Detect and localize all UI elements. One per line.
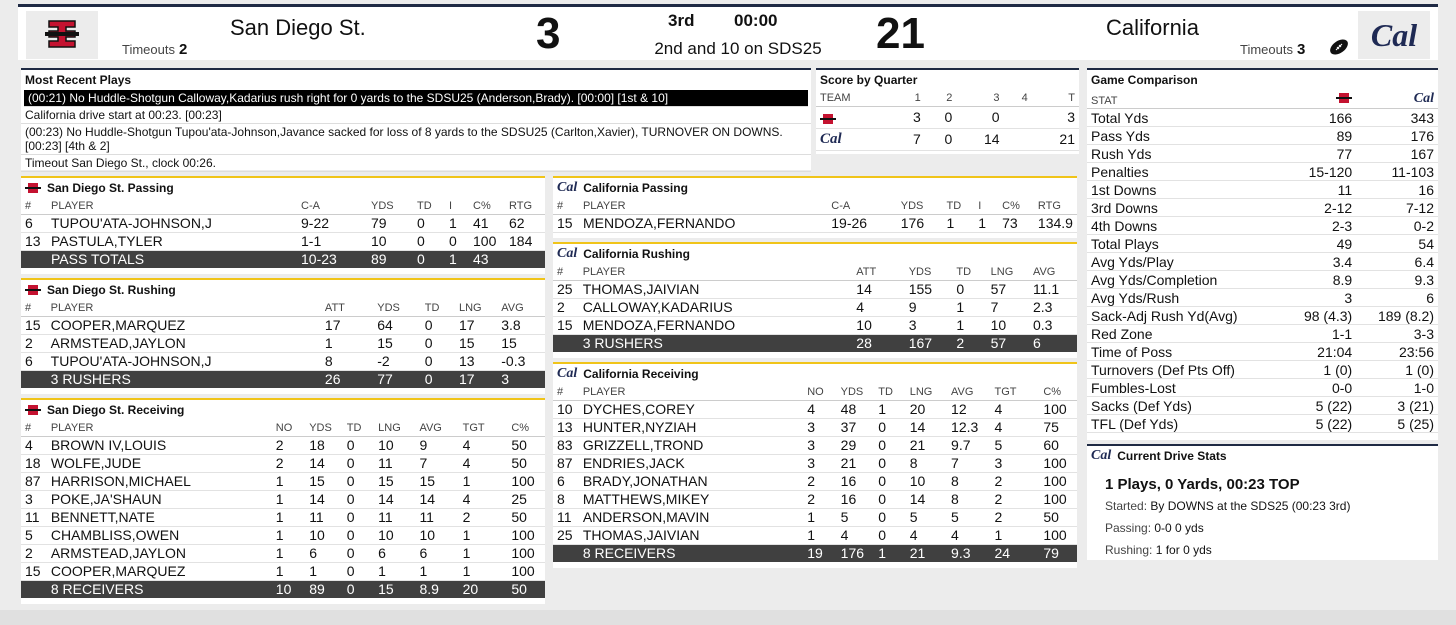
comparison-row: Time of Poss 21:04 23:56 xyxy=(1087,343,1438,361)
column-header: ATT xyxy=(852,264,904,280)
table-row: 83 GRIZZELL,TROND 3 29 0 21 9.7 5 60 xyxy=(553,436,1077,454)
table-row: 6 BRADY,JONATHAN 2 16 0 10 8 2 100 xyxy=(553,472,1077,490)
totals-row: 3 RUSHERS 28 167 2 57 6 xyxy=(553,334,1077,352)
score-by-quarter-title: Score by Quarter xyxy=(820,73,918,87)
sdsu-logo-icon xyxy=(25,182,41,194)
column-header: TD xyxy=(874,384,905,400)
table-row: 2 ARMSTEAD,JAYLON 1 6 0 6 6 1 100 xyxy=(21,544,545,562)
column-header: AVG xyxy=(415,420,458,436)
column-header: PLAYER xyxy=(47,300,321,316)
column-header: C% xyxy=(1039,384,1077,400)
home-timeouts: Timeouts 3 xyxy=(1240,41,1306,58)
column-header: AVG xyxy=(947,384,990,400)
play-item[interactable]: (00:21) No Huddle-Shotgun Calloway,Kadarius rush right for 0 yards to the SDSU25 (Anderson,Brady). [00:00] [1st & 10] xyxy=(24,90,808,107)
away-timeouts: Timeouts 2 xyxy=(122,41,188,58)
column-header: AVG xyxy=(497,300,545,316)
current-drive-title: Current Drive Stats xyxy=(1117,449,1227,463)
comparison-row: Rush Yds 77 167 xyxy=(1087,145,1438,163)
column-header: PLAYER xyxy=(47,198,297,214)
scoreboard xyxy=(18,4,1438,60)
quarter: 3rd xyxy=(668,11,695,30)
table-row: 13 HUNTER,NYZIAH 3 37 0 14 12.3 4 75 xyxy=(553,418,1077,436)
possession-football-icon xyxy=(1328,37,1350,62)
column-header: YDS xyxy=(373,300,420,316)
table-row: 2 CALLOWAY,KADARIUS 4 9 1 7 2.3 xyxy=(553,298,1077,316)
score-by-quarter-panel xyxy=(816,68,1079,154)
cal-logo-icon: Cal xyxy=(557,366,578,381)
table-row: 13 PASTULA,TYLER 1-1 10 0 0 100 184 xyxy=(21,232,545,250)
table-row: 6 TUPOU'ATA-JOHNSON,J 9-22 79 0 1 41 62 xyxy=(21,214,545,232)
table-row: 25 THOMAS,JAIVIAN 1 4 0 4 4 1 100 xyxy=(553,526,1077,544)
column-header: AVG xyxy=(1029,264,1077,280)
column-header: # xyxy=(553,264,579,280)
column-header: TGT xyxy=(459,420,508,436)
play-item[interactable]: California drive start at 00:23. [00:23] xyxy=(21,107,811,124)
sdsu-logo-icon xyxy=(820,112,836,124)
home-team-name: California xyxy=(1106,15,1199,40)
column-header: YDS xyxy=(367,198,413,214)
table-row: 15 COOPER,MARQUEZ 17 64 0 17 3.8 xyxy=(21,316,545,334)
comparison-row: Total Yds 166 343 xyxy=(1087,109,1438,127)
column-header: I xyxy=(445,198,469,214)
table-row: 4 BROWN IV,LOUIS 2 18 0 10 9 4 50 xyxy=(21,436,545,454)
comparison-row: Avg Yds/Completion 8.9 9.3 xyxy=(1087,271,1438,289)
stats-table xyxy=(21,198,545,268)
table-row: 10 DYCHES,COREY 4 48 1 20 12 4 100 xyxy=(553,400,1077,418)
cal-logo-icon: Cal xyxy=(557,246,578,261)
column-header: YDS xyxy=(897,198,943,214)
comparison-row: Turnovers (Def Pts Off) 1 (0) 1 (0) xyxy=(1087,361,1438,379)
column-header: TD xyxy=(942,198,974,214)
comparison-row: Avg Yds/Rush 3 6 xyxy=(1087,289,1438,307)
column-header: PLAYER xyxy=(579,198,827,214)
panel-title: San Diego St. Passing xyxy=(47,181,174,195)
column-header: TD xyxy=(421,300,455,316)
column-header: PLAYER xyxy=(579,384,803,400)
table-row: 15 MENDOZA,FERNANDO 19-26 176 1 1 73 134.9 xyxy=(553,214,1077,232)
game-comparison-title: Game Comparison xyxy=(1091,73,1198,87)
down-and-distance: 2nd and 10 on SDS25 xyxy=(654,39,822,58)
comparison-row: 3rd Downs 2-12 7-12 xyxy=(1087,199,1438,217)
cal-logo-icon: Cal xyxy=(820,131,842,147)
drive-started: Started: By DOWNS at the SDS25 (00:23 3rd) xyxy=(1105,499,1351,513)
stats-table xyxy=(553,384,1077,562)
column-header: C% xyxy=(469,198,505,214)
column-header: PLAYER xyxy=(579,264,853,280)
away-score: 3 xyxy=(536,9,561,58)
comparison-row: Fumbles-Lost 0-0 1-0 xyxy=(1087,379,1438,397)
column-header: # xyxy=(553,198,579,214)
totals-row: 8 RECEIVERS 10 89 0 15 8.9 20 50 xyxy=(21,580,545,598)
column-header: TD xyxy=(413,198,445,214)
play-item[interactable]: Timeout San Diego St., clock 00:26. xyxy=(21,155,811,172)
sdsu-receiving-panel xyxy=(21,398,545,604)
totals-row: 3 RUSHERS 26 77 0 17 3 xyxy=(21,370,545,388)
recent-plays-title: Most Recent Plays xyxy=(25,73,132,87)
drive-summary: 1 Plays, 0 Yards, 00:23 TOP xyxy=(1105,476,1300,493)
stats-table xyxy=(553,264,1077,352)
column-header: # xyxy=(21,420,47,436)
comparison-row: 1st Downs 11 16 xyxy=(1087,181,1438,199)
sdsu-rushing-panel xyxy=(21,278,545,394)
panel-title: California Rushing xyxy=(583,247,690,261)
comparison-row: Avg Yds/Play 3.4 6.4 xyxy=(1087,253,1438,271)
comparison-row: Penalties 15-120 11-103 xyxy=(1087,163,1438,181)
column-header: C-A xyxy=(827,198,897,214)
column-header: # xyxy=(21,198,47,214)
column-header: LNG xyxy=(906,384,947,400)
column-header: NO xyxy=(803,384,836,400)
column-header: I xyxy=(974,198,998,214)
table-row: 8 MATTHEWS,MIKEY 2 16 0 14 8 2 100 xyxy=(553,490,1077,508)
column-header: PLAYER xyxy=(47,420,272,436)
drive-rushing: Rushing: 1 for 0 yds xyxy=(1105,543,1212,557)
column-header: RTG xyxy=(1034,198,1077,214)
table-row: 25 THOMAS,JAIVIAN 14 155 0 57 11.1 xyxy=(553,280,1077,298)
table-row: 87 HARRISON,MICHAEL 1 15 0 15 15 1 100 xyxy=(21,472,545,490)
recent-plays-panel xyxy=(21,68,811,170)
column-header: ATT xyxy=(321,300,373,316)
column-header: LNG xyxy=(987,264,1029,280)
table-row: 15 COOPER,MARQUEZ 1 1 0 1 1 1 100 xyxy=(21,562,545,580)
column-header: # xyxy=(553,384,579,400)
cal-logo-icon: Cal xyxy=(557,180,578,195)
table-row: 6 TUPOU'ATA-JOHNSON,J 8 -2 0 13 -0.3 xyxy=(21,352,545,370)
cal-logo-icon: Cal xyxy=(1358,11,1430,59)
totals-row: PASS TOTALS 10-23 89 0 1 43 xyxy=(21,250,545,268)
column-header: C-A xyxy=(297,198,367,214)
comparison-row: 4th Downs 2-3 0-2 xyxy=(1087,217,1438,235)
column-header: # xyxy=(21,300,47,316)
column-header: LNG xyxy=(374,420,415,436)
column-header: RTG xyxy=(505,198,545,214)
column-header: LNG xyxy=(455,300,497,316)
table-row: 15 MENDOZA,FERNANDO 10 3 1 10 0.3 xyxy=(553,316,1077,334)
cal-logo-icon: Cal xyxy=(1091,448,1112,463)
table-row: 11 ANDERSON,MAVIN 1 5 0 5 5 2 50 xyxy=(553,508,1077,526)
cal-receiving-panel xyxy=(553,362,1077,568)
column-header: TGT xyxy=(991,384,1040,400)
cal-passing-panel xyxy=(553,176,1077,238)
panel-title: California Receiving xyxy=(583,367,699,381)
table-row: 11 BENNETT,NATE 1 11 0 11 11 2 50 xyxy=(21,508,545,526)
column-header: TD xyxy=(952,264,986,280)
stats-table xyxy=(21,420,545,598)
column-header: C% xyxy=(998,198,1034,214)
panel-title: San Diego St. Rushing xyxy=(47,283,176,297)
sdsu-logo-icon xyxy=(25,404,41,416)
home-score: 21 xyxy=(876,9,925,58)
comparison-row: TFL (Def Yds) 5 (22) 5 (25) xyxy=(1087,415,1438,433)
game-comparison-panel xyxy=(1087,68,1438,440)
comparison-row: Pass Yds 89 176 xyxy=(1087,127,1438,145)
game-comparison-table: STAT Cal Total Yds 166 343 Pass Yds 89 176 Rush Yds 77 167 Penalties 15-120 11-103 1st Downs 11 16 3rd Downs 2-12 7-12 4th Downs 2-3 0-2 Total Plays 49 54 Avg Yds/Play 3.4 6.4 Avg Yds/Completion 8.9 9.3 Avg Yds/Rush 3 6 Sack-Adj Rush Yd(Avg) 98 (4.3) 189 (8.2) Red Zone 1-1 3-3 Time of Poss 21:04 23:56 Turnovers (Def Pts Off) 1 (0) 1 (0) Fumbles-Lost 0-0 1-0 Sacks (Def Yds) 5 (22) 3 (21) TFL (Def Yds) 5 (22) 5 (25) xyxy=(1087,90,1438,433)
sdsu-logo-icon xyxy=(26,11,98,59)
table-row: 2 ARMSTEAD,JAYLON 1 15 0 15 15 xyxy=(21,334,545,352)
sdsu-passing-panel xyxy=(21,176,545,274)
column-header: YDS xyxy=(305,420,343,436)
table-row: 3 0 0 3 xyxy=(816,106,1079,128)
cal-logo-icon: Cal xyxy=(1413,91,1434,106)
play-item[interactable]: (00:23) No Huddle-Shotgun Tupou'ata-Johnson,Javance sacked for loss of 8 yards to the SDSU25 (Carlton,Xavier), TURNOVER ON DOWNS. [00:23] [4th & 2] xyxy=(21,124,811,155)
stats-table xyxy=(553,198,1077,233)
column-header: YDS xyxy=(905,264,953,280)
table-row: 87 ENDRIES,JACK 3 21 0 8 7 3 100 xyxy=(553,454,1077,472)
sdsu-logo-icon xyxy=(25,284,41,296)
table-row: 5 CHAMBLISS,OWEN 1 10 0 10 10 1 100 xyxy=(21,526,545,544)
comparison-row: Sack-Adj Rush Yd(Avg) 98 (4.3) 189 (8.2) xyxy=(1087,307,1438,325)
game-clock: 00:00 xyxy=(734,11,778,30)
column-header: C% xyxy=(507,420,545,436)
stats-table xyxy=(21,300,545,388)
panel-title: California Passing xyxy=(583,181,688,195)
sdsu-logo-icon xyxy=(1284,90,1356,109)
column-header: YDS xyxy=(837,384,875,400)
score-by-quarter-table: TEAM 1 2 3 4 T 3 0 0 3 Cal 7 0 14 21 xyxy=(816,90,1079,151)
cal-rushing-panel xyxy=(553,242,1077,358)
away-team-name: San Diego St. xyxy=(230,15,366,40)
comparison-row: Red Zone 1-1 3-3 xyxy=(1087,325,1438,343)
table-row: Cal 7 0 14 21 xyxy=(816,128,1079,150)
current-drive-panel xyxy=(1087,444,1438,560)
comparison-row: Total Plays 49 54 xyxy=(1087,235,1438,253)
table-row: 18 WOLFE,JUDE 2 14 0 11 7 4 50 xyxy=(21,454,545,472)
column-header: TD xyxy=(343,420,374,436)
page-footer-bar xyxy=(0,610,1456,625)
comparison-row: Sacks (Def Yds) 5 (22) 3 (21) xyxy=(1087,397,1438,415)
table-row: 3 POKE,JA'SHAUN 1 14 0 14 14 4 25 xyxy=(21,490,545,508)
drive-passing: Passing: 0-0 0 yds xyxy=(1105,521,1204,535)
panel-title: San Diego St. Receiving xyxy=(47,403,185,417)
column-header: NO xyxy=(272,420,305,436)
totals-row: 8 RECEIVERS 19 176 1 21 9.3 24 79 xyxy=(553,544,1077,562)
